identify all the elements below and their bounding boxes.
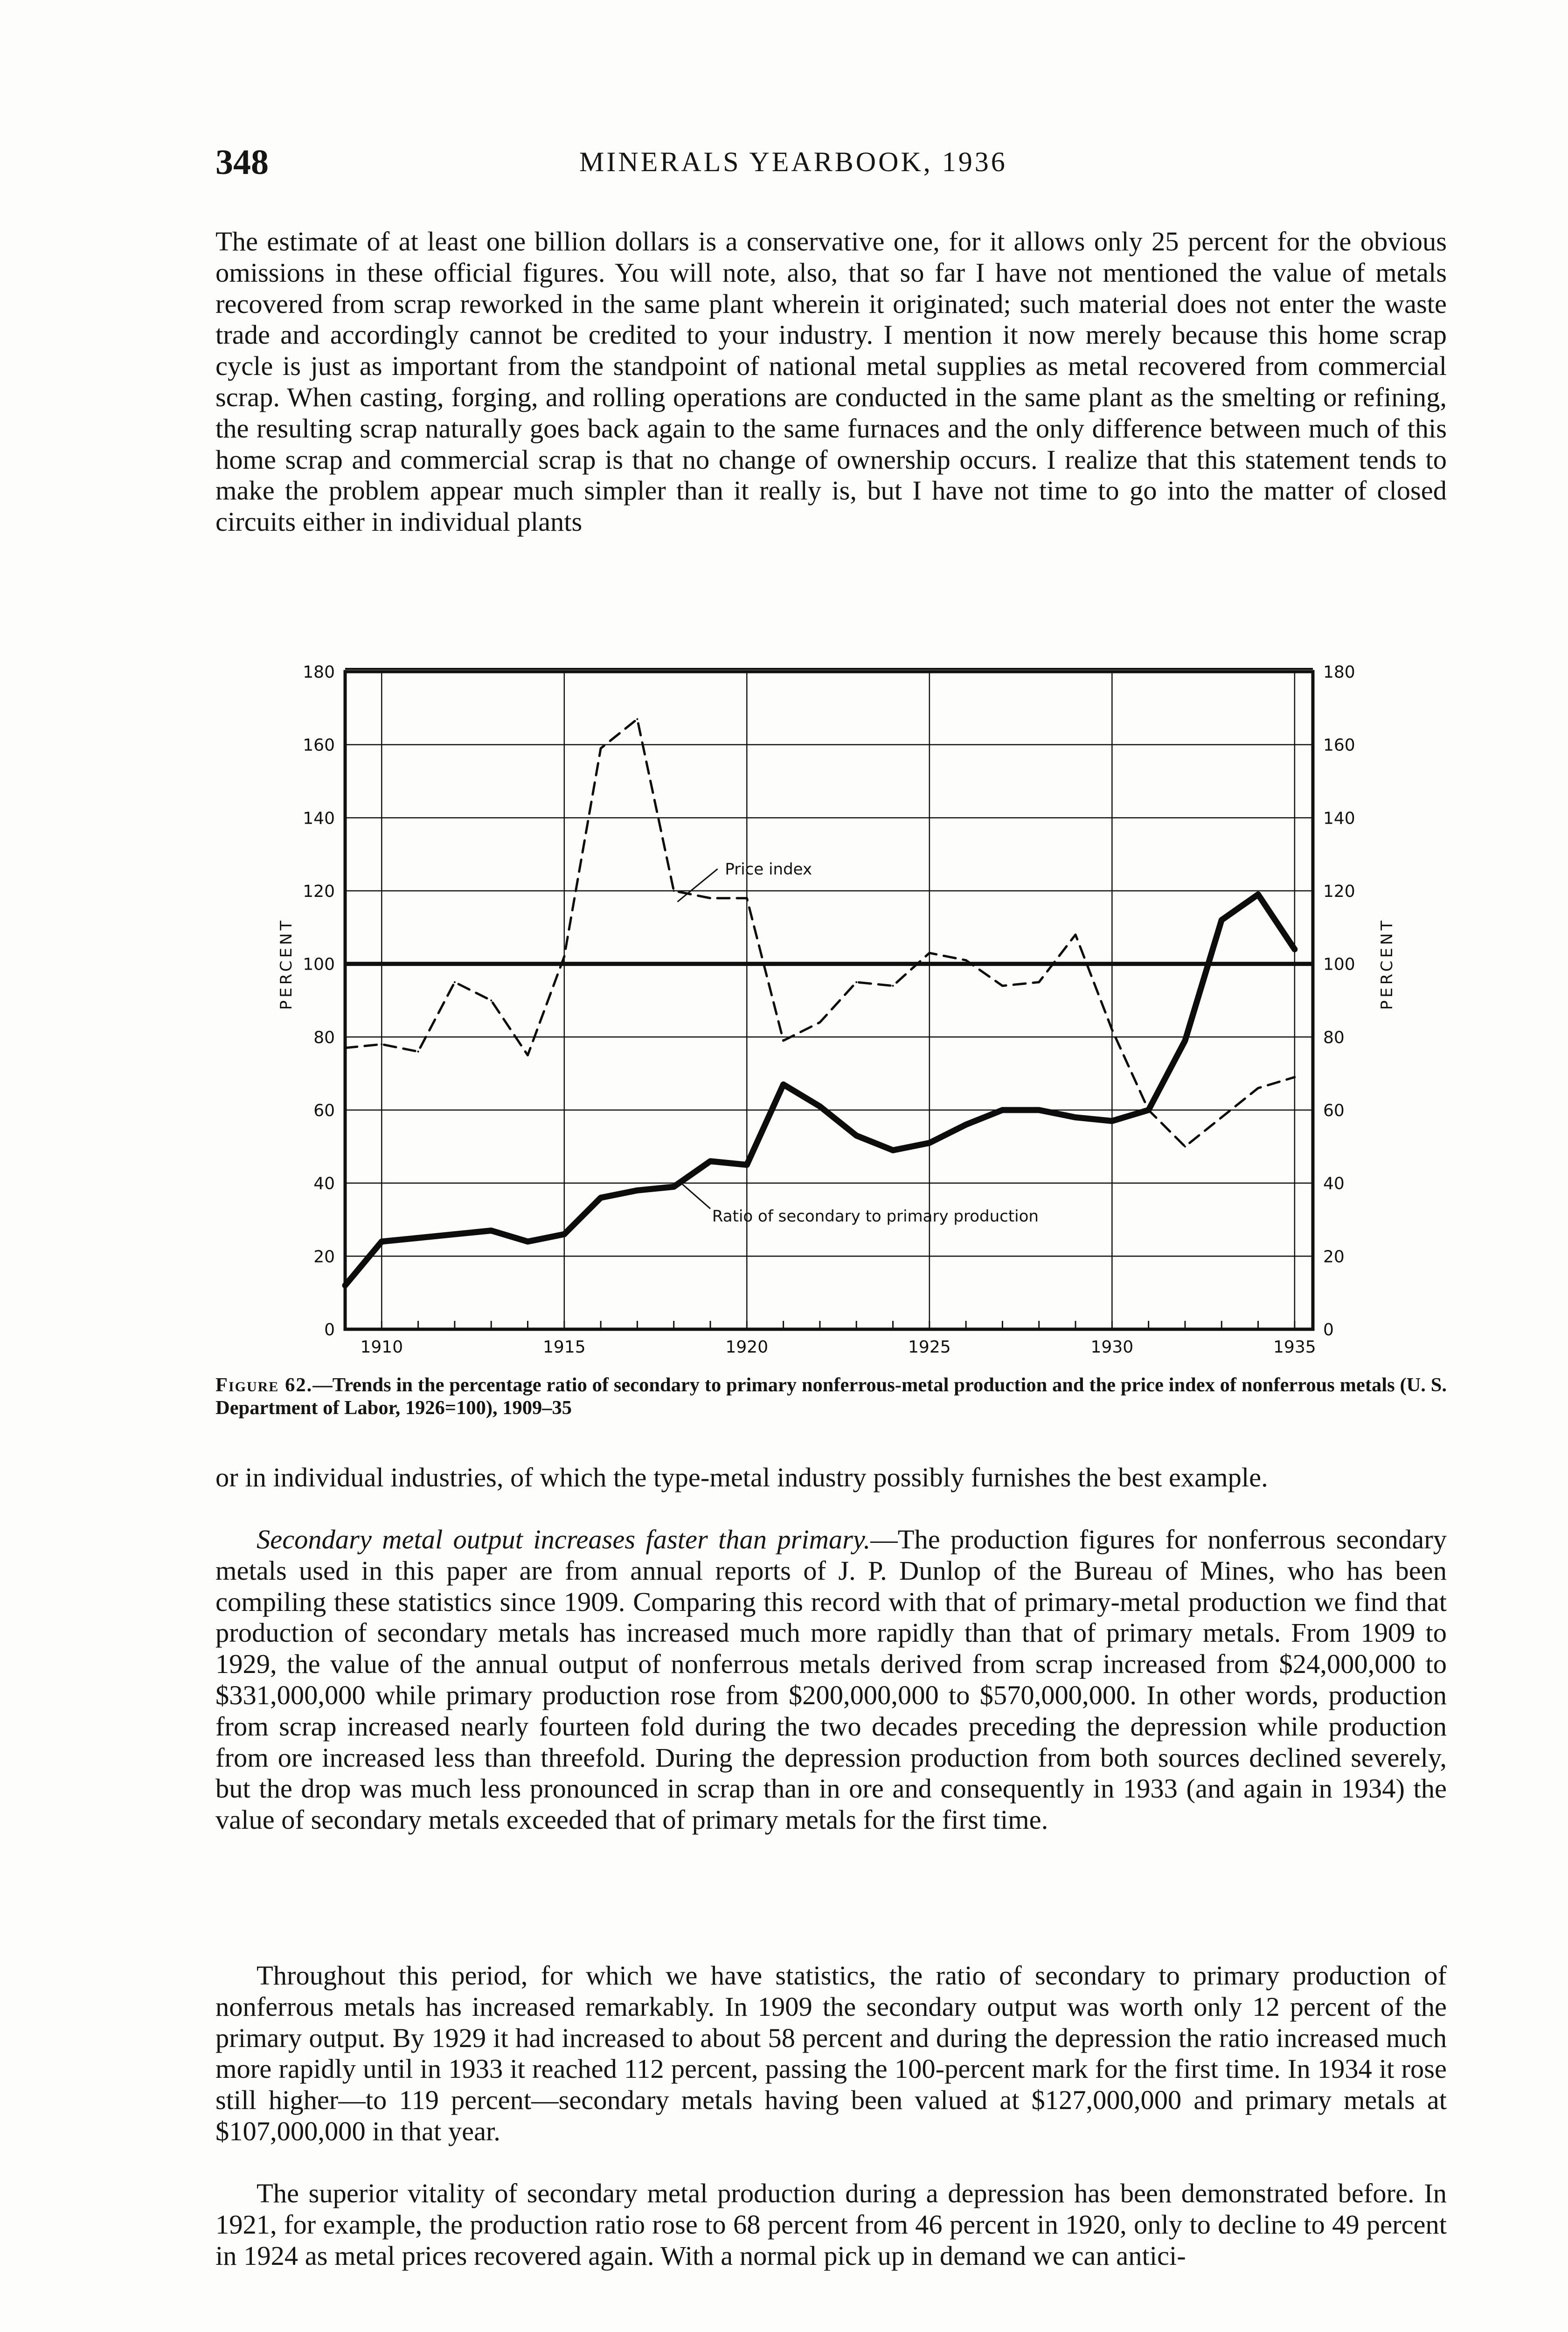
price-index-point-1927	[1001, 985, 1003, 987]
x-tick-1930: 1930	[1090, 1338, 1134, 1357]
price-index-point-1932	[1184, 1145, 1186, 1147]
ratio-point-1930	[1110, 1119, 1114, 1123]
y-tick-left-80: 80	[313, 1028, 335, 1048]
y-tick-right-100: 100	[1323, 955, 1355, 974]
price-index-point-1923	[855, 981, 857, 983]
y-axis-title-right: PERCENT	[1378, 917, 1396, 1010]
price-index-point-1925	[929, 952, 930, 954]
price-index-point-1913	[490, 999, 492, 1001]
page-number: 348	[215, 143, 269, 182]
price-index-point-1911	[417, 1051, 419, 1053]
y-tick-right-40: 40	[1323, 1174, 1345, 1194]
price-index-point-1920	[746, 897, 748, 899]
paragraph-secondary-output	[215, 1524, 1447, 1836]
x-tick-1925: 1925	[908, 1338, 951, 1357]
x-tick-1910: 1910	[360, 1338, 403, 1357]
series-line-production-ratio	[345, 895, 1295, 1285]
price-index-point-1926	[965, 959, 967, 961]
y-tick-right-20: 20	[1323, 1247, 1345, 1267]
price-index-label: Price index	[725, 860, 812, 879]
ratio-point-1926	[964, 1123, 968, 1126]
y-tick-left-40: 40	[313, 1174, 335, 1194]
figure-caption	[215, 1374, 1447, 1419]
y-tick-left-140: 140	[303, 809, 335, 828]
figure-label: Figure 62.	[215, 1374, 313, 1396]
price-index-point-1934	[1257, 1087, 1259, 1089]
ratio-point-1928	[1037, 1108, 1041, 1112]
price-index-point-1924	[892, 985, 894, 987]
ratio-point-1925	[928, 1141, 931, 1145]
ratio-point-1916	[599, 1196, 603, 1200]
series-line-price-index	[345, 719, 1295, 1147]
y-tick-left-120: 120	[303, 882, 335, 901]
chart-annotations	[678, 860, 1039, 1226]
x-tick-1920: 1920	[725, 1338, 769, 1357]
ratio-point-1934	[1256, 893, 1260, 896]
price-index-point-1931	[1148, 1109, 1150, 1111]
y-tick-right-140: 140	[1323, 809, 1355, 828]
ratio-point-1935	[1293, 947, 1297, 951]
running-title: MINERALS YEARBOOK, 1936	[579, 146, 1007, 177]
y-tick-left-60: 60	[313, 1101, 335, 1120]
price-index-point-1919	[709, 897, 711, 899]
x-tick-1935: 1935	[1273, 1338, 1316, 1357]
y-tick-right-0: 0	[1323, 1320, 1334, 1340]
paragraph-ratio-trend: Throughout this period, for which we have statistics, the ratio of secondary to primary production of nonferrous metals has increased remarkably. In 1909 the secondary output was worth only 12 percent of the primary output. By 1929 it had increased to about 58 percent and during the depression the ratio increased much more rapidly until in 1933 it reached 112 percent, passing the 100-percent mark for the first time. In 1934 it rose still higher—to 119 percent—secondary metals having been valued at $127,000,000 and primary metals at $107,000,000 in that year.	[215, 1960, 1447, 2146]
ratio-point-1922	[818, 1104, 822, 1108]
price-index-point-1915	[563, 956, 565, 958]
y-tick-left-180: 180	[303, 663, 335, 682]
ratio-point-1932	[1183, 1039, 1187, 1042]
y-tick-left-0: 0	[324, 1320, 335, 1340]
price-index-point-1922	[819, 1021, 821, 1023]
y-tick-right-120: 120	[1323, 882, 1355, 901]
ratio-point-1913	[489, 1229, 493, 1233]
y-tick-left-20: 20	[313, 1247, 335, 1267]
ratio-point-1919	[708, 1159, 712, 1163]
price-index-point-1930	[1111, 1029, 1113, 1031]
y-tick-left-100: 100	[303, 955, 335, 974]
y-tick-right-160: 160	[1323, 736, 1355, 755]
price-index-point-1921	[783, 1040, 784, 1041]
ratio-point-1921	[782, 1083, 785, 1086]
y-tick-left-160: 160	[303, 736, 335, 755]
paragraph-superior-vitality: The superior vitality of secondary metal production during a depression has been demonstrated before. In 1921, for example, the production ratio rose to 68 percent from 46 percent in 1920, only to decline to 49 percent in 1924 as metal prices recovered again. With a normal pick up in demand we can antici-	[215, 2178, 1447, 2271]
ratio-point-1927	[1000, 1108, 1004, 1112]
x-tick-1915: 1915	[542, 1338, 586, 1357]
chart-tick-labels	[277, 663, 1396, 1357]
y-axis-title-left: PERCENT	[277, 917, 296, 1010]
price-index-point-1918	[673, 890, 675, 892]
ratio-point-1911	[416, 1236, 420, 1240]
ratio-point-1924	[891, 1148, 895, 1152]
y-tick-right-180: 180	[1323, 663, 1355, 682]
price-index-point-1910	[381, 1043, 382, 1045]
price-index-point-1909	[344, 1047, 346, 1049]
ratio-label: Ratio of secondary to primary production	[712, 1207, 1039, 1226]
ratio-point-1915	[562, 1232, 566, 1236]
ratio-point-1909	[343, 1284, 347, 1287]
price-index-point-1929	[1075, 934, 1076, 936]
price-index-point-1935	[1294, 1076, 1296, 1078]
ratio-point-1933	[1220, 918, 1223, 922]
ratio-point-1914	[526, 1240, 530, 1243]
figure-caption-text: —Trends in the percentage ratio of secondary to primary nonferrous-metal production and the price index of nonferrous metals (U. S. Department of Labor, 1926=100), 1909–35	[215, 1374, 1447, 1419]
ratio-point-1910	[380, 1240, 383, 1243]
ratio-point-1917	[635, 1188, 639, 1192]
ratio-point-1929	[1074, 1116, 1077, 1119]
price-index-point-1912	[454, 981, 456, 983]
chart-series	[343, 718, 1297, 1287]
paragraph-type-metal: or in individual industries, of which the type-metal industry possibly furnishes the best example.	[215, 1462, 1268, 1492]
section-heading: Secondary metal output increases faster than primary.	[257, 1524, 871, 1555]
price-index-point-1916	[600, 748, 602, 750]
paragraph-closed-circuits: The estimate of at least one billion dollars is a conservative one, for it allows only 25 percent for the obvious omissions in these official figures. You will note, also, that so far I have not mentioned the value of metals recovered from scrap reworked in the same plant wherein it originated; such material does not enter the waste trade and accordingly cannot be credited to your industry. I mention it now merely because this home scrap cycle is just as important from the standpoint of national metal supplies as metal recovered from commercial scrap. When casting, forging, and rolling operations are conducted in the same plant as the smelting or refining, the resulting scrap naturally goes back again to the same furnaces and the only difference between much of this home scrap and commercial scrap is that no change of ownership occurs. I realize that this statement tends to make the problem appear much simpler than it really is, but I have not time to go into the matter of closed circuits either in individual plants	[215, 226, 1447, 537]
y-tick-right-80: 80	[1323, 1028, 1345, 1048]
ratio-point-1923	[854, 1134, 858, 1138]
ratio-point-1912	[453, 1232, 457, 1236]
paragraph-secondary-output-body: —The production figures for nonferrous secondary metals used in this paper are from annual reports of J. P. Dunlop of the Bureau of Mines, who has been compiling these statistics since 1909. Comparing this record with that of primary-metal production we find that production of secondary metals has increased much more rapidly than that of primary metals. From 1909 to 1929, the value of the annual output of nonferrous metals derived from scrap increased from $24,000,000 to $331,000,000 while primary production rose from $200,000,000 to $570,000,000. In other words, production from scrap increased nearly fourteen fold during the two decades preceding the depression while production from ore increased less than threefold. During the depression production from both sources declined severely, but the drop was much less pronounced in scrap than in ore and consequently in 1933 (and again in 1934) the value of secondary metals exceeded that of primary metals for the first time.	[215, 1524, 1447, 1835]
ratio-point-1920	[745, 1163, 749, 1167]
price-index-leader-line	[678, 869, 718, 902]
ratio-point-1918	[672, 1185, 676, 1189]
price-index-point-1928	[1038, 981, 1040, 983]
price-index-point-1917	[636, 718, 638, 720]
price-index-point-1914	[527, 1055, 529, 1056]
ratio-leader-line	[681, 1183, 710, 1209]
price-index-point-1933	[1221, 1117, 1222, 1118]
y-tick-right-60: 60	[1323, 1101, 1345, 1120]
